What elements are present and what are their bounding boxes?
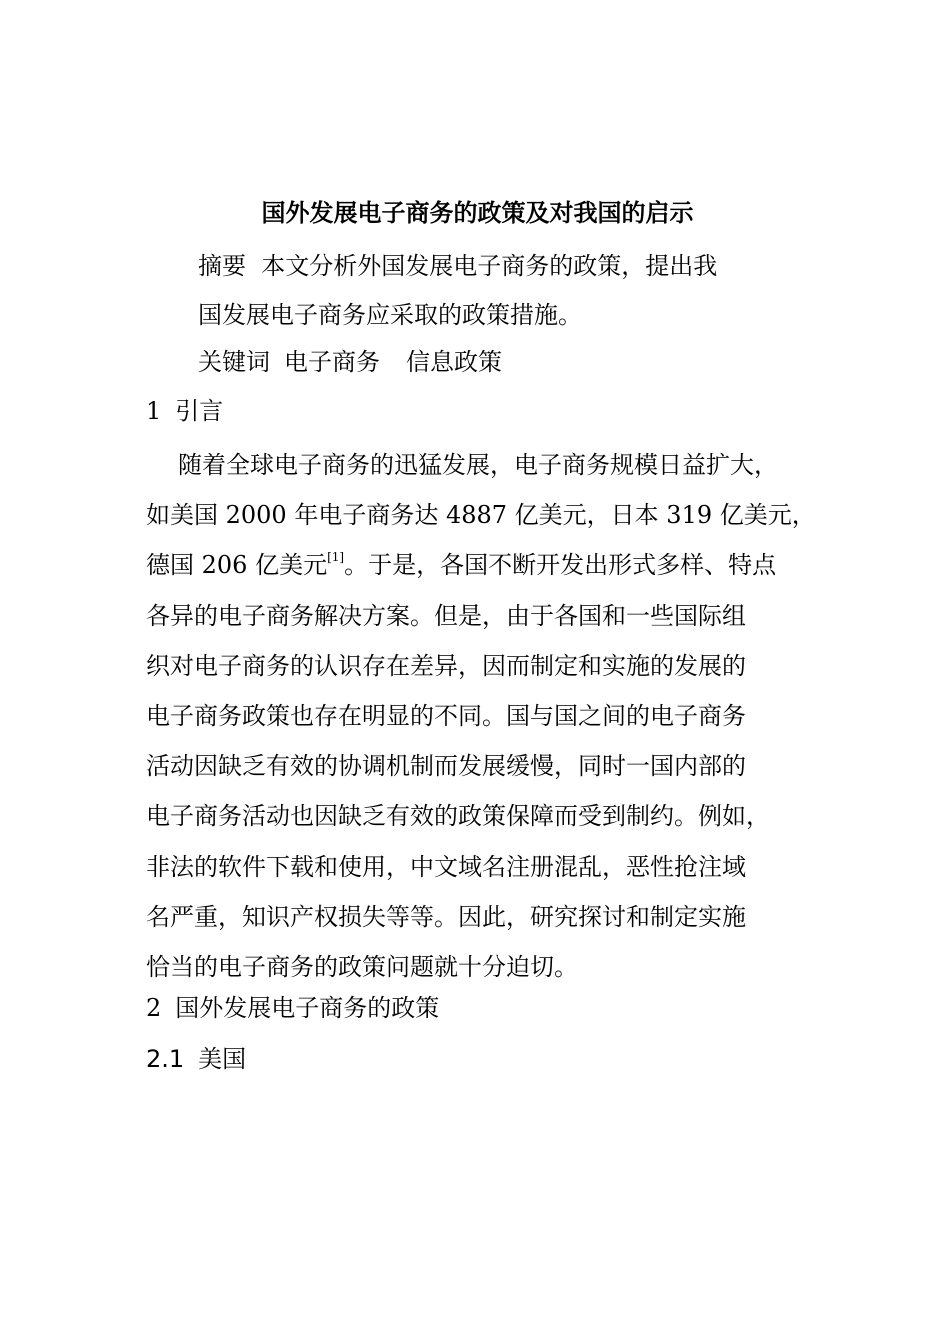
paragraph-line-with-citation	[146, 540, 806, 590]
paragraph-line: 名严重，知识产权损失等等。因此，研究探讨和制定实施	[146, 902, 746, 931]
paragraph-line: 活动因缺乏有效的协调机制而发展缓慢，同时一国内部的	[146, 752, 746, 781]
section-title: 国外发展电子商务的政策	[175, 994, 440, 1022]
paragraph-line: 织对电子商务的认识存在差异，因而制定和实施的发展的	[146, 651, 746, 680]
paragraph-line: 电子商务政策也存在明显的不同。国与国之间的电子商务	[146, 702, 746, 731]
paragraph-line: 恰当的电子商务的政策问题就十分迫切。	[146, 953, 578, 982]
paragraph-text: 。于是，各国不断开发出形式多样、特点	[344, 551, 777, 580]
paragraph-line: 非法的软件下载和使用，中文域名注册混乱，恶性抢注域	[146, 852, 746, 881]
paragraph-line: 电子商务活动也因缺乏有效的政策保障而受到制约。例如，	[146, 802, 770, 831]
subsection-number: 2.1	[146, 1045, 185, 1073]
section-title: 引言	[175, 397, 224, 425]
subsection-title: 美国	[198, 1045, 247, 1073]
document-title: 国外发展电子商务的政策及对我国的启示	[261, 199, 694, 227]
abstract	[198, 242, 798, 340]
abstract-label: 摘要	[198, 252, 246, 280]
intro-paragraph	[146, 440, 816, 992]
paragraph-text: 德国 206 亿美元	[146, 551, 328, 580]
keywords	[198, 340, 528, 384]
subsection-heading-2-1	[146, 1039, 246, 1079]
abstract-line-2: 国发展电子商务应采取的政策措施。	[198, 301, 582, 329]
section-heading-2	[146, 988, 439, 1028]
paragraph-line: 如美国 2000 年电子商务达 4887 亿美元，日本 319 亿美元，	[146, 501, 816, 530]
keyword-item: 信息政策	[406, 348, 502, 376]
abstract-text-1: 本文分析外国发展电子商务的政策，提出我	[261, 252, 718, 280]
paragraph-line: 各异的电子商务解决方案。但是，由于各国和一些国际组	[146, 601, 746, 630]
citation-reference[interactable]: [1]	[327, 550, 345, 565]
section-heading-1	[146, 391, 223, 431]
section-number: 1	[146, 397, 162, 425]
keywords-label: 关键词	[198, 348, 270, 376]
keyword-item: 电子商务	[284, 348, 380, 376]
section-number: 2	[146, 994, 162, 1022]
paragraph-line: 随着全球电子商务的迅猛发展，电子商务规模日益扩大，	[178, 451, 778, 479]
abstract-line-1	[198, 242, 798, 291]
